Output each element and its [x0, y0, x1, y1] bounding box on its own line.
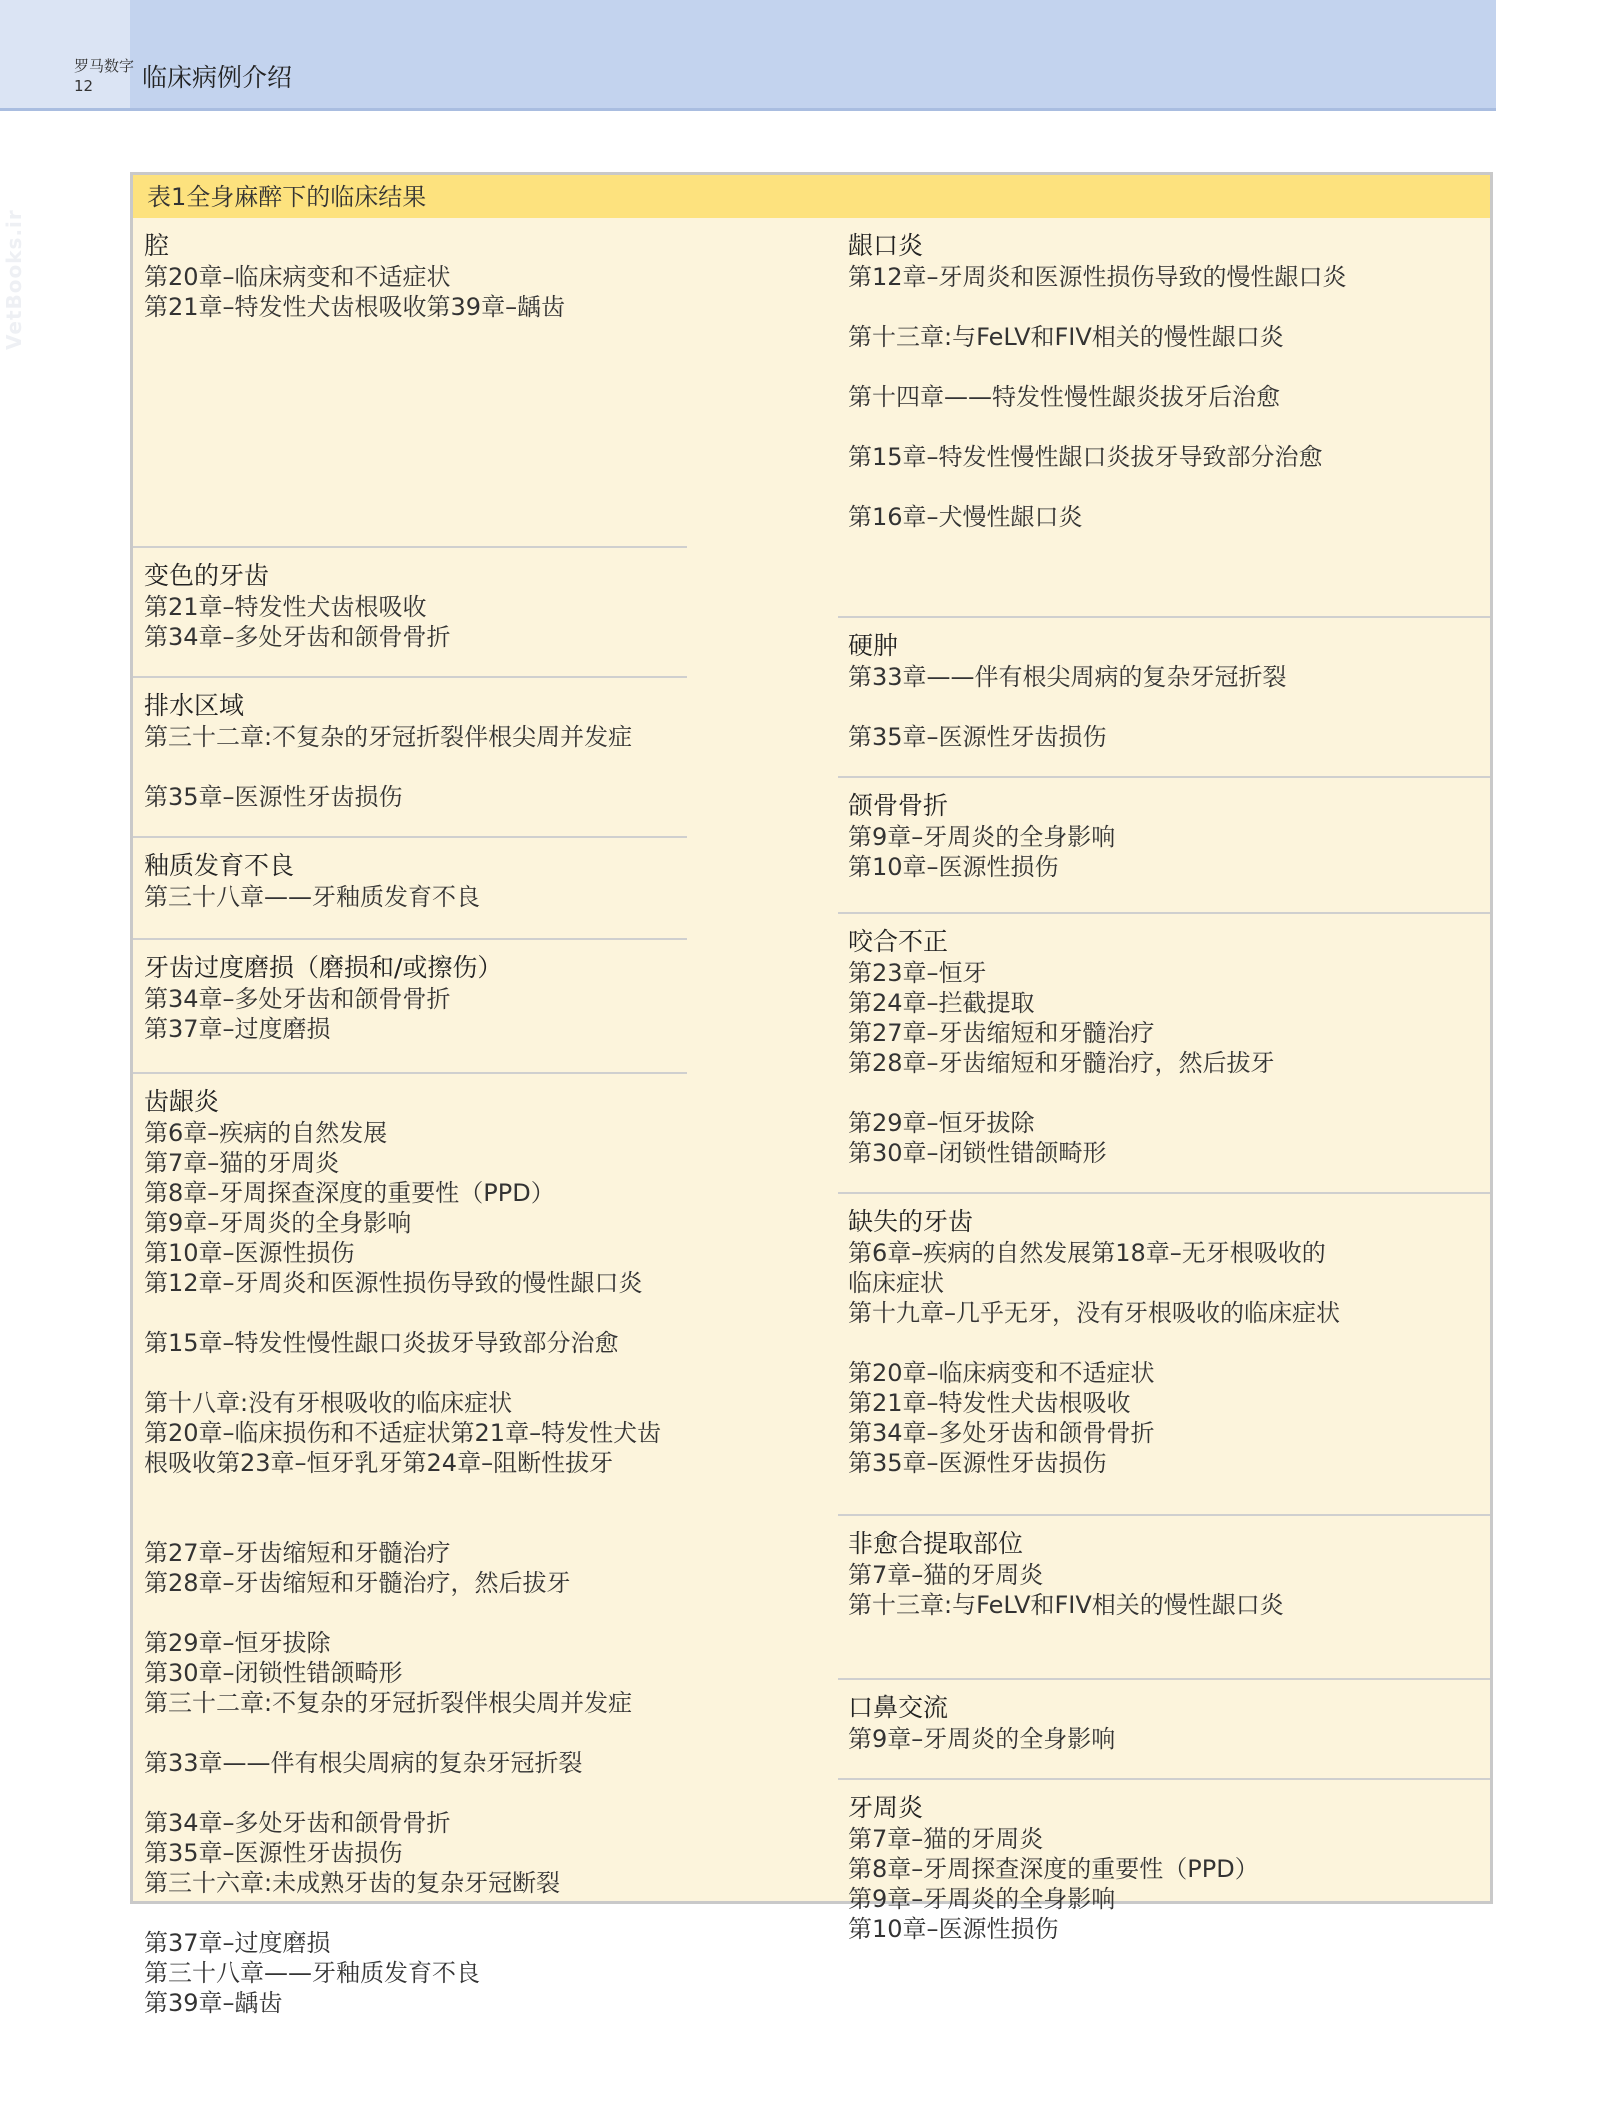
chapter-entry: 第20章–临床损伤和不适症状第21章–特发性犬齿	[144, 1419, 662, 1447]
chapter-entry: 第37章–过度磨损	[144, 1929, 331, 1957]
findings-section	[133, 940, 687, 1074]
chapter-entry: 第34章–多处牙齿和颌骨骨折	[144, 1809, 451, 1837]
chapter-entry: 第三十二章:不复杂的牙冠折裂伴根尖周并发症	[144, 723, 633, 751]
chapter-entry: 第8章–牙周探查深度的重要性（PPD）	[848, 1855, 1259, 1883]
section-title: 咬合不正	[848, 927, 949, 956]
findings-section	[133, 678, 687, 838]
section-title: 硬肿	[848, 631, 899, 660]
chapter-entry: 第35章–医源性牙齿损伤	[848, 723, 1107, 751]
findings-section	[838, 218, 1490, 618]
chapter-entry: 第30章–闭锁性错颌畸形	[144, 1659, 403, 1687]
page-number: 罗马数字 12	[74, 57, 135, 95]
section-title: 缺失的牙齿	[848, 1207, 974, 1236]
chapter-entry: 第35章–医源性牙齿损伤	[144, 1839, 403, 1867]
chapter-entry: 第16章–犬慢性龈口炎	[848, 503, 1083, 531]
chapter-entry: 第21章–特发性犬齿根吸收第39章–龋齿	[144, 293, 566, 321]
findings-section	[133, 838, 687, 940]
findings-section	[133, 548, 687, 678]
chapter-entry: 第10章–医源性损伤	[848, 1915, 1059, 1943]
chapter-entry: 第34章–多处牙齿和颌骨骨折	[144, 985, 451, 1013]
chapter-entry: 第三十六章:未成熟牙齿的复杂牙冠断裂	[144, 1869, 561, 1897]
findings-section	[133, 218, 687, 548]
chapter-entry: 第35章–医源性牙齿损伤	[848, 1449, 1107, 1477]
chapter-entry: 第21章–特发性犬齿根吸收	[848, 1389, 1131, 1417]
watermark: VetBooks.ir	[2, 209, 26, 350]
chapter-entry: 第21章–特发性犬齿根吸收	[144, 593, 427, 621]
chapter-entry: 第35章–医源性牙齿损伤	[144, 783, 403, 811]
section-title: 齿龈炎	[144, 1087, 220, 1116]
chapter-entry: 第34章–多处牙齿和颌骨骨折	[848, 1419, 1155, 1447]
findings-section	[838, 1680, 1490, 1780]
chapter-entry: 根吸收第23章–恒牙乳牙第24章–阻断性拔牙	[144, 1449, 614, 1477]
chapter-entry: 第20章–临床病变和不适症状	[848, 1359, 1155, 1387]
chapter-entry: 第9章–牙周炎的全身影响	[144, 1209, 412, 1237]
chapter-entry: 第15章–特发性慢性龈口炎拔牙导致部分治愈	[848, 443, 1323, 471]
chapter-entry: 第27章–牙齿缩短和牙髓治疗	[848, 1019, 1155, 1047]
table-title: 表1全身麻醉下的临床结果	[133, 175, 1490, 218]
chapter-entry: 第十九章–几乎无牙，没有牙根吸收的临床症状	[848, 1299, 1340, 1327]
chapter-entry: 第30章–闭锁性错颌畸形	[848, 1139, 1107, 1167]
chapter-entry: 第12章–牙周炎和医源性损伤导致的慢性龈口炎	[144, 1269, 643, 1297]
chapter-entry: 第24章–拦截提取	[848, 989, 1035, 1017]
chapter-entry: 第8章–牙周探查深度的重要性（PPD）	[144, 1179, 555, 1207]
chapter-entry: 第9章–牙周炎的全身影响	[848, 823, 1116, 851]
section-title: 口鼻交流	[848, 1693, 949, 1722]
chapter-entry: 第27章–牙齿缩短和牙髓治疗	[144, 1539, 451, 1567]
chapter-entry: 第28章–牙齿缩短和牙髓治疗，然后拔牙	[144, 1569, 571, 1597]
clinical-findings-table	[130, 172, 1493, 2017]
section-title: 排水区域	[144, 691, 245, 720]
chapter-entry: 第9章–牙周炎的全身影响	[848, 1885, 1116, 1913]
chapter-entry: 第20章–临床病变和不适症状	[144, 263, 451, 291]
chapter-entry: 第十三章:与FeLV和FIV相关的慢性龈口炎	[848, 323, 1284, 351]
findings-section	[838, 914, 1490, 1194]
chapter-entry: 第12章–牙周炎和医源性损伤导致的慢性龈口炎	[848, 263, 1347, 291]
chapter-entry: 第10章–医源性损伤	[144, 1239, 355, 1267]
chapter-entry: 第33章——伴有根尖周病的复杂牙冠折裂	[144, 1749, 583, 1777]
findings-section	[133, 1074, 687, 2074]
chapter-entry: 第29章–恒牙拔除	[848, 1109, 1035, 1137]
chapter-entry: 第三十二章:不复杂的牙冠折裂伴根尖周并发症	[144, 1689, 633, 1717]
chapter-entry: 第39章–龋齿	[144, 1989, 283, 2017]
chapter-entry: 第三十八章——牙釉质发育不良	[144, 883, 480, 911]
findings-section	[838, 618, 1490, 778]
chapter-entry: 第34章–多处牙齿和颌骨骨折	[144, 623, 451, 651]
section-title: 牙周炎	[848, 1793, 924, 1822]
findings-section	[838, 1516, 1490, 1680]
section-title: 釉质发育不良	[144, 851, 295, 880]
section-title: 变色的牙齿	[144, 561, 270, 590]
section-title: 牙齿过度磨损（磨损和/或擦伤）	[144, 953, 503, 982]
chapter-entry: 第6章–疾病的自然发展第18章–无牙根吸收的	[848, 1239, 1326, 1267]
page-header	[0, 0, 1496, 111]
chapter-entry: 第十三章:与FeLV和FIV相关的慢性龈口炎	[848, 1591, 1284, 1619]
section-title: 颌骨骨折	[848, 791, 949, 820]
findings-section	[838, 778, 1490, 914]
section-title: 龈口炎	[848, 231, 924, 260]
chapter-entry: 第9章–牙周炎的全身影响	[848, 1725, 1116, 1753]
chapter-entry: 第15章–特发性慢性龈口炎拔牙导致部分治愈	[144, 1329, 619, 1357]
chapter-entry: 第十八章:没有牙根吸收的临床症状	[144, 1389, 513, 1417]
findings-section	[838, 1780, 1490, 1950]
chapter-entry: 第7章–猫的牙周炎	[848, 1825, 1044, 1853]
chapter-entry: 第十四章——特发性慢性龈炎拔牙后治愈	[848, 383, 1280, 411]
chapter-entry: 第23章–恒牙	[848, 959, 987, 987]
chapter-entry: 第28章–牙齿缩短和牙髓治疗，然后拔牙	[848, 1049, 1275, 1077]
chapter-entry: 第7章–猫的牙周炎	[144, 1149, 340, 1177]
section-title: 腔	[144, 231, 170, 260]
page-number-tab	[0, 0, 135, 108]
chapter-entry: 第7章–猫的牙周炎	[848, 1561, 1044, 1589]
chapter-entry: 临床症状	[848, 1269, 944, 1297]
chapter-entry: 第6章–疾病的自然发展	[144, 1119, 388, 1147]
chapter-entry: 第29章–恒牙拔除	[144, 1629, 331, 1657]
running-title: 临床病例介绍	[142, 63, 293, 92]
chapter-entry: 第33章——伴有根尖周病的复杂牙冠折裂	[848, 663, 1287, 691]
findings-section	[838, 1194, 1490, 1516]
chapter-entry: 第10章–医源性损伤	[848, 853, 1059, 881]
section-title: 非愈合提取部位	[848, 1529, 1024, 1558]
chapter-entry: 第37章–过度磨损	[144, 1015, 331, 1043]
chapter-entry: 第三十八章——牙釉质发育不良	[144, 1959, 480, 1987]
